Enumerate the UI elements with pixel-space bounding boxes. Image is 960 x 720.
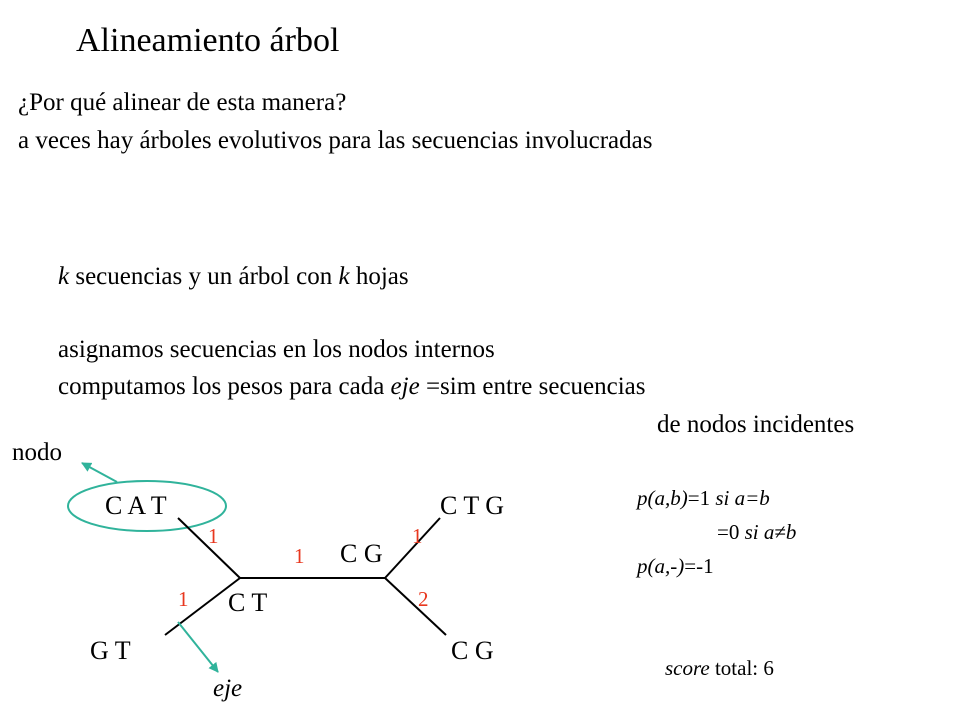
point3-eje: eje — [390, 373, 420, 400]
formula-p-ab: p(a,b) — [637, 486, 688, 510]
question-text: ¿Por qué alinear de esta manera? — [18, 89, 347, 116]
total-score — [665, 658, 774, 679]
k-variable-2: k — [338, 263, 350, 290]
nodo-pointer-arrow — [82, 463, 117, 482]
k-variable: k — [58, 263, 70, 290]
weight-gt-edge: 1 — [178, 587, 189, 611]
score-rule-match — [637, 488, 770, 509]
formula-cond-eq: si a=b — [715, 486, 770, 510]
formula-p-gap: p(a,-) — [637, 554, 685, 578]
weight-cg-edge: 2 — [418, 587, 429, 611]
formula-cond-neq-b: b — [785, 520, 797, 544]
edge-cg — [385, 578, 446, 635]
formula-value-0: =0 — [717, 520, 745, 544]
score-word: score — [665, 656, 710, 680]
eje-label: eje — [213, 675, 243, 702]
point3-post: =sim entre secuencias — [419, 373, 646, 400]
point3-pre: computamos los pesos para cada — [58, 373, 391, 400]
answer-text: a veces hay árboles evolutivos para las secuencias involucradas — [18, 127, 653, 154]
formula-cond-neq-a: si a — [744, 520, 775, 544]
point-assign-sequences: asignamos secuencias en los nodos internos — [58, 336, 495, 363]
point-compute-weights-cont: de nodos incidentes — [657, 411, 855, 438]
leaf-node-cg: C G — [451, 636, 494, 665]
internal-node-cg: C G — [340, 539, 383, 568]
leaf-node-gt: G T — [90, 636, 131, 665]
weight-internal-edge: 1 — [294, 544, 305, 568]
internal-node-ct: C T — [228, 588, 268, 617]
weight-ctg-edge: 1 — [412, 524, 423, 548]
nodo-label: nodo — [12, 439, 62, 466]
not-equal-symbol: ≠ — [774, 520, 786, 544]
weight-cat-edge: 1 — [208, 524, 219, 548]
formula-value-1: =1 — [687, 486, 716, 510]
point-sequences-leaves — [58, 264, 409, 289]
score-total: total: 6 — [709, 656, 774, 680]
score-rule-mismatch — [717, 522, 796, 543]
page-title: Alineamiento árbol — [76, 22, 340, 59]
point1-mid: secuencias y un árbol con — [69, 263, 339, 290]
formula-value-gap: =-1 — [684, 554, 714, 578]
point1-end: hojas — [349, 263, 409, 290]
leaf-node-cat: C A T — [105, 491, 167, 520]
eje-pointer-arrow — [178, 622, 218, 672]
leaf-node-ctg: C T G — [440, 491, 505, 520]
score-rule-gap — [637, 556, 714, 577]
point-compute-weights — [58, 374, 646, 399]
